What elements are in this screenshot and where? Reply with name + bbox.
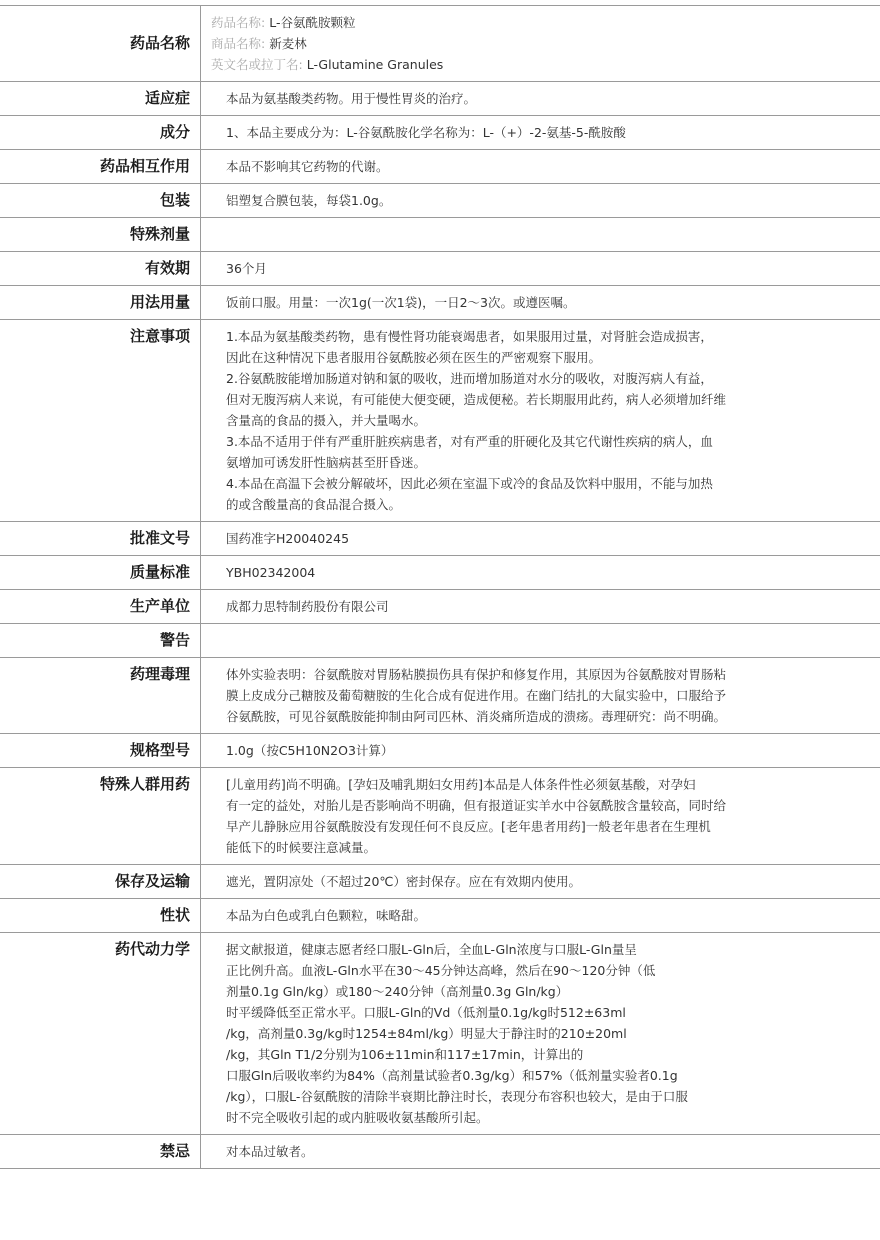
row-value <box>201 522 880 555</box>
name-key: 英文名或拉丁名: <box>211 57 303 72</box>
value-line: YBH02342004 <box>226 565 316 580</box>
row-label: 禁忌 <box>0 1135 201 1168</box>
value-line: 因此在这种情况下患者服用谷氨酰胺必须在医生的严密观察下服用。 <box>226 350 602 365</box>
name-line <box>211 54 443 75</box>
value-line: 成都力思特制药股份有限公司 <box>226 599 389 614</box>
row-label: 适应症 <box>0 82 201 115</box>
table-row <box>0 865 880 899</box>
table-row <box>0 522 880 556</box>
row-value <box>201 218 880 251</box>
row-label: 性状 <box>0 899 201 932</box>
value-line: 早产儿静脉应用谷氨酰胺没有发现任何不良反应。[老年患者用药]一般老年患者在生理机 <box>226 819 711 834</box>
row-label: 特殊人群用药 <box>0 768 201 864</box>
value-line: /kg，其Gln T1/2分别为106±11min和117±17min，计算出的 <box>226 1047 584 1062</box>
value-line: 对本品过敏者。 <box>226 1144 314 1159</box>
value-line <box>226 224 880 245</box>
value-line <box>226 630 880 651</box>
table-row <box>0 899 880 933</box>
value-line: 据文献报道，健康志愿者经口服L-Gln后，全血L-Gln浓度与口服L-Gln量呈 <box>226 942 637 957</box>
value-line: /kg，高剂量0.3g/kg时1254±84ml/kg）明显大于静注时的210±20ml <box>226 1026 627 1041</box>
row-value <box>201 320 880 521</box>
row-label: 生产单位 <box>0 590 201 623</box>
table-row <box>0 150 880 184</box>
value-line: 铝塑复合膜包装，每袋1.0g。 <box>226 193 392 208</box>
row-label: 药品名称 <box>0 6 201 81</box>
name-line <box>211 12 443 33</box>
value-line: 2.谷氨酰胺能增加肠道对钠和氯的吸收，进而增加肠道对水分的吸收，对腹泻病人有益， <box>226 371 713 386</box>
row-label: 药品相互作用 <box>0 150 201 183</box>
table-row <box>0 556 880 590</box>
value-line: 本品为氨基酸类药物。用于慢性胃炎的治疗。 <box>226 91 477 106</box>
table-row <box>0 218 880 252</box>
value-line: 遮光，置阴凉处（不超过20℃）密封保存。应在有效期内使用。 <box>226 874 581 889</box>
row-value <box>201 734 880 767</box>
value-line: 1.本品为氨基酸类药物，患有慢性肾功能衰竭患者，如果服用过量，对肾脏会造成损害， <box>226 329 713 344</box>
row-label: 成分 <box>0 116 201 149</box>
row-value <box>201 286 880 319</box>
table-row <box>0 184 880 218</box>
value-line: 有一定的益处，对胎儿是否影响尚不明确，但有报道证实羊水中谷氨酰胺含量较高，同时给 <box>226 798 727 813</box>
value-line: 但对无腹泻病人来说，有可能使大便变硬，造成便秘。若长期服用此药，病人必须增加纤维 <box>226 392 727 407</box>
value-line: 的或含酸量高的食品混合摄入。 <box>226 497 402 512</box>
row-value <box>201 116 880 149</box>
name-value: L-谷氨酰胺颗粒 <box>269 15 356 30</box>
row-value <box>201 865 880 898</box>
row-value <box>201 252 880 285</box>
value-line: 饭前口服。用量：一次1g(一次1袋)，一日2～3次。或遵医嘱。 <box>226 295 576 310</box>
row-label: 注意事项 <box>0 320 201 521</box>
row-value <box>201 933 880 1134</box>
row-value <box>201 899 880 932</box>
name-key: 药品名称: <box>211 15 266 30</box>
row-label: 质量标准 <box>0 556 201 589</box>
value-line: 时不完全吸收引起的或内脏吸收氨基酸所引起。 <box>226 1110 489 1125</box>
value-line: 膜上皮成分己糖胺及葡萄糖胺的生化合成有促进作用。在幽门结扎的大鼠实验中，口服给予 <box>226 688 727 703</box>
value-line: 口服Gln后吸收率约为84%（高剂量试验者0.3g/kg）和57%（低剂量实验者0.1g <box>226 1068 678 1083</box>
table-row <box>0 1135 880 1169</box>
row-label: 药代动力学 <box>0 933 201 1134</box>
row-label: 批准文号 <box>0 522 201 555</box>
value-line: 体外实验表明：谷氨酰胺对胃肠粘膜损伤具有保护和修复作用，其原因为谷氨酰胺对胃肠粘 <box>226 667 727 682</box>
table-row <box>0 590 880 624</box>
row-value <box>201 658 880 733</box>
row-label: 用法用量 <box>0 286 201 319</box>
value-line: 含量高的食品的摄入，并大量喝水。 <box>226 413 427 428</box>
value-line: 谷氨酰胺，可见谷氨酰胺能抑制由阿司匹林、消炎痛所造成的溃疡。毒理研究：尚不明确。 <box>226 709 727 724</box>
row-value <box>201 1135 880 1168</box>
table-row <box>0 252 880 286</box>
row-label: 包装 <box>0 184 201 217</box>
value-line: 36个月 <box>226 261 267 276</box>
table-row <box>0 768 880 865</box>
value-line: 4.本品在高温下会被分解破坏，因此必须在室温下或冷的食品及饮料中服用，不能与加热 <box>226 476 713 491</box>
value-line: 1、本品主要成分为：L-谷氨酰胺化学名称为：L-（+）-2-氨基-5-酰胺酸 <box>226 125 626 140</box>
value-line: 国药准字H20040245 <box>226 531 350 546</box>
table-row <box>0 624 880 658</box>
row-label: 药理毒理 <box>0 658 201 733</box>
table-row <box>0 658 880 734</box>
row-value <box>201 624 880 657</box>
value-line: [儿童用药]尚不明确。[孕妇及哺乳期妇女用药]本品是人体条件性必须氨基酸，对孕妇 <box>226 777 696 792</box>
table-row <box>0 933 880 1135</box>
name-key: 商品名称: <box>211 36 266 51</box>
value-line: /kg），口服L-谷氨酰胺的清除半衰期比静注时长，表现分布容积也较大，是由于口服 <box>226 1089 688 1104</box>
row-value <box>201 590 880 623</box>
row-label: 有效期 <box>0 252 201 285</box>
drug-info-table <box>0 5 880 1169</box>
row-value <box>201 82 880 115</box>
value-line: 本品为白色或乳白色颗粒，味略甜。 <box>226 908 427 923</box>
name-value: L-Glutamine Granules <box>306 57 444 72</box>
table-row <box>0 116 880 150</box>
value-line: 氨增加可诱发肝性脑病甚至肝昏迷。 <box>226 455 427 470</box>
value-line: 3.本品不适用于伴有严重肝脏疾病患者，对有严重的肝硬化及其它代谢性疾病的病人，血 <box>226 434 713 449</box>
row-label: 特殊剂量 <box>0 218 201 251</box>
table-row <box>0 6 880 82</box>
row-label: 警告 <box>0 624 201 657</box>
row-value <box>201 768 880 864</box>
value-line: 1.0g（按C5H10N2O3计算） <box>226 743 394 758</box>
value-line: 时平缓降低至正常水平。口服L-Gln的Vd（低剂量0.1g/kg时512±63ml <box>226 1005 626 1020</box>
value-line: 剂量0.1g Gln/kg）或180～240分钟（高剂量0.3g Gln/kg） <box>226 984 569 999</box>
value-line: 本品不影响其它药物的代谢。 <box>226 159 389 174</box>
value-line: 正比例升高。血液L-Gln水平在30～45分钟达高峰，然后在90～120分钟（低 <box>226 963 656 978</box>
table-row <box>0 286 880 320</box>
table-row <box>0 82 880 116</box>
row-value <box>201 556 880 589</box>
name-value: 新麦林 <box>269 36 307 51</box>
row-label: 规格型号 <box>0 734 201 767</box>
row-value <box>201 184 880 217</box>
table-row <box>0 320 880 522</box>
row-label: 保存及运输 <box>0 865 201 898</box>
name-block <box>201 6 443 81</box>
name-line <box>211 33 443 54</box>
value-line: 能低下的时候要注意减量。 <box>226 840 377 855</box>
table-row <box>0 734 880 768</box>
row-value <box>201 150 880 183</box>
